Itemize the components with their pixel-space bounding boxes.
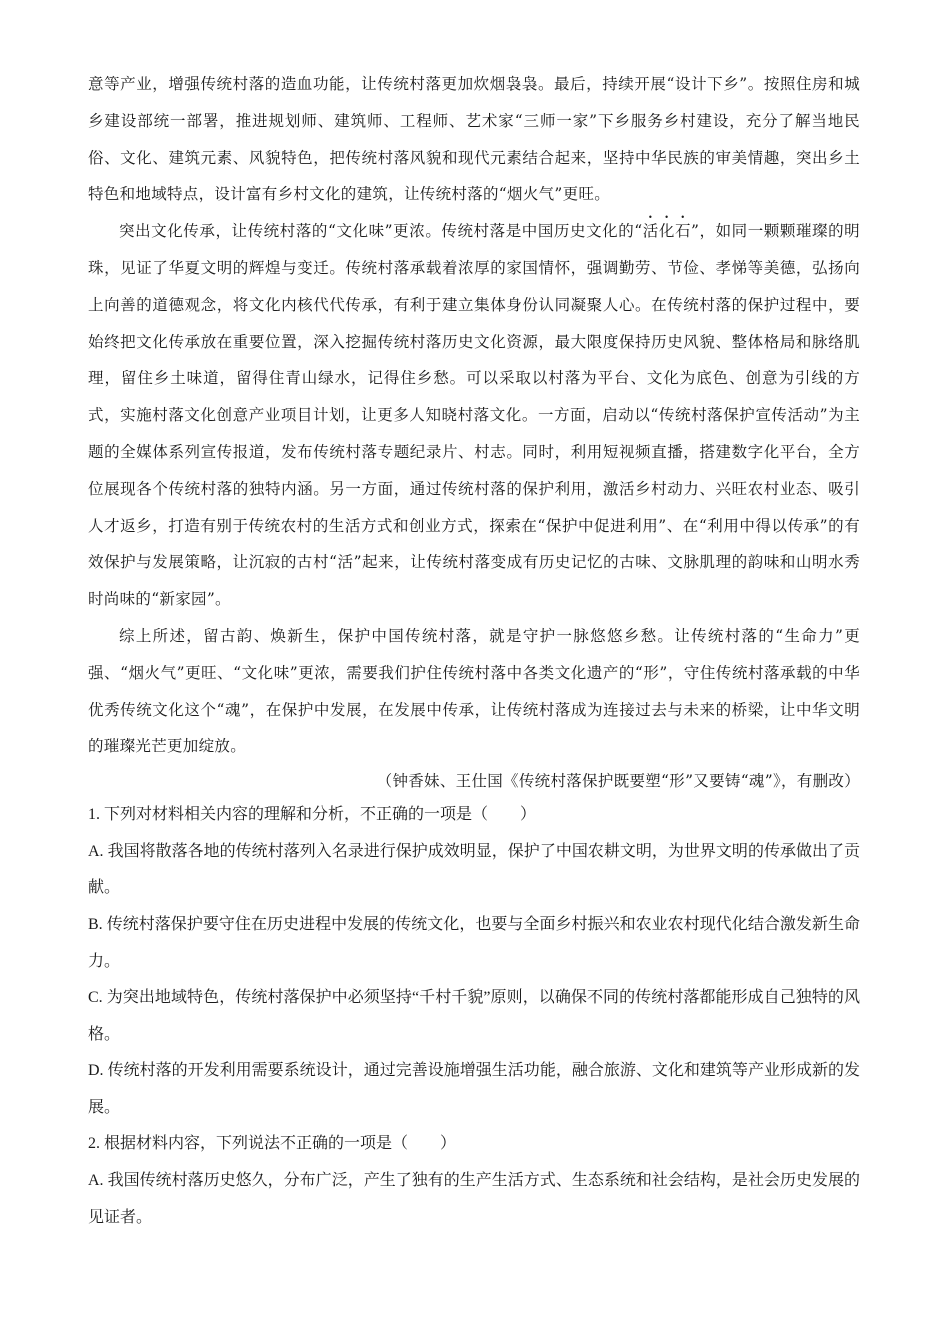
question-stem: 1. 下列对材料相关内容的理解和分析，不正确的一项是（ ） [88,806,537,824]
option-a: A. 我国将散落各地的传统村落列入名录进行保护成效明显，保护了中国农耕文明，为世界文明的传承做出了贡献。 [88,842,860,897]
option-b: B. 传统村落保护要守住在历史进程中发展的传统文化，也要与全面乡村振兴和农业农村现代化结合激发新生命力。 [88,915,860,970]
option-a: A. 我国传统村落历史悠久，分布广泛，产生了独有的生产生活方式、生态系统和社会结构，是社会历史发展的见证者。 [88,1172,860,1226]
passage-paragraph-2-rest: ”，如同一颗颗璀璨的明珠，见证了华夏文明的辉煌与变迁。传统村落承载着浓厚的家国情怀，强调勤劳、节俭、孝悌等美德，弘扬向上向善的道德观念，将文化内核代代传承，有利于建立集体身份认同凝聚人心。在传统村落的保护过程中，要始终把文化传承放在重要位置，深入挖掘传统村落历史文化资源，最大限度保持历史风貌、整体格局和脉络肌理，留住乡土味道，留得住青山绿水，记得住乡愁。可以采取以村落为平台、文化为底色、创意为引线的方式，实施村落文化创意产业项目计划，让更多人知晓村落文化。一方面，启动以“传统村落保护宣传活动”为主题的全媒体系列宣传报道，发布传统村落专题纪录片、村志。同时，利用短视频直播，搭建数字化平台，全方位展现各个传统村落的独特内涵。另一方面，通过传统村落的保护利用，激活乡村动力、兴旺农村业态、吸引人才返乡，打造有别于传统农村的生活方式和创业方式，探索在“保护中促进利用”、在“利用中得以传承”的有效保护与发展策略，让沉寂的古村“活”起来，让传统村落变成有历史记忆的古味、文脉肌理的韵味和山明水秀时尚味的“新家园”。 [88,222,860,609]
passage-paragraph-2-start: 突出文化传承，让传统村落的“文化味”更浓。传统村落是中国历史文化的“ [119,222,643,241]
option-c: C. 为突出地域特色，传统村落保护中必须坚持“千村千貌”原则，以确保不同的传统村落都能形成自己独特的风格。 [88,989,860,1043]
document-page [88,66,860,1236]
source-citation: （钟香妹、王仕国《传统村落保护既要塑“形”又要铸“魂”》，有删改） [376,772,860,791]
question-2 [88,1126,860,1236]
question-stem: 2. 根据材料内容，下列说法不正确的一项是（ ） [88,1135,457,1153]
emphasized-term: 活化石 [642,222,692,241]
option-d: D. 传统村落的开发利用需要系统设计，通过完善设施增强生活功能，融合旅游、文化和建筑等产业形成新的发展。 [88,1062,860,1116]
passage-paragraph-3: 综上所述，留古韵、焕新生，保护中国传统村落，就是守护一脉悠悠乡愁。让传统村落的“生命力”更强、“烟火气”更旺、“文化味”更浓，需要我们护住传统村落中各类文化遗产的“形”，守住传统村落承载的中华优秀传统文化这个“魂”，在保护中发展，在发展中传承，让传统村落成为连接过去与未来的桥梁，让中华文明的璀璨光芒更加绽放。 [88,626,860,756]
question-1 [88,797,860,1126]
passage-paragraph-1: 意等产业，增强传统村落的造血功能，让传统村落更加炊烟袅袅。最后，持续开展“设计下乡”。按照住房和城乡建设部统一部署，推进规划师、建筑师、工程师、艺术家“三师一家”下乡服务乡村建设，充分了解当地民俗、文化、建筑元素、风貌特色，把传统村落风貌和现代元素结合起来，坚持中华民族的审美情趣，突出乡土特色和地域特点，设计富有乡村文化的建筑，让传统村落的“烟火气”更旺。 [88,75,860,204]
passage-paragraph-2 [88,213,860,618]
